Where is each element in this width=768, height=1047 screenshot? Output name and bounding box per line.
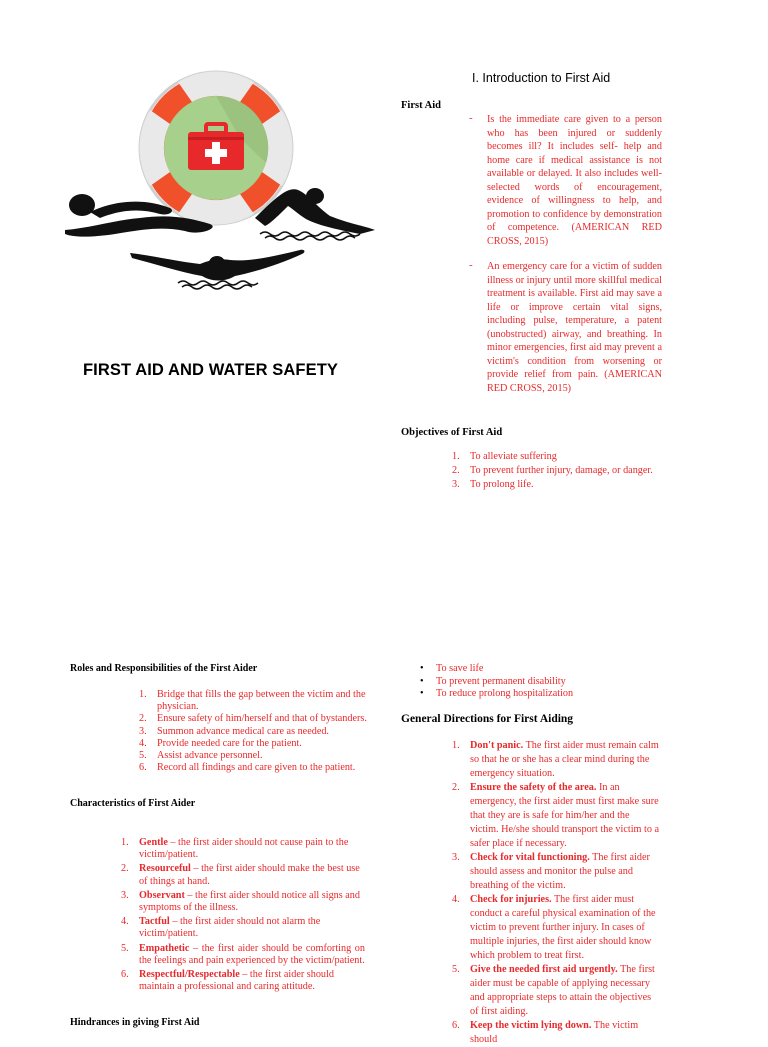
definition-paragraph: An emergency care for a victim of sudden illness or injury until more skillful medical treatment is available. First aid may save a life or improve certain vital signs, including pulse, temperature, a patent (unobstructed) airway, and breathing. In minor emergencies, first aid may prevent a victim's condition from worsening or provide relief from pain. (AMERICAN RED CROSS, 2015) xyxy=(487,261,662,394)
general-directions-label: General Directions for First Aiding xyxy=(401,713,574,725)
section-heading-introduction: I. Introduction to First Aid xyxy=(472,71,611,85)
list-item: 3. Check for vital functioning. The first aider should assess and monitor the pulse and breathing of the victim. xyxy=(452,852,650,891)
list-item: 1. Don't panic. The first aider must remain calm so that he or she has a clear mind during the emergency situation. xyxy=(452,740,659,779)
list-item: 5. Empathetic – the first aider should be comforting on the feelings and pain experienced by the victim/patient. xyxy=(121,942,365,966)
purpose-bullet-list xyxy=(420,663,640,701)
list-item: 6. Record all findings and care given to the patient. xyxy=(139,762,356,774)
list-item: • To reduce prolong hospitalization xyxy=(420,688,574,699)
dash-bullet: - xyxy=(469,112,473,124)
list-item: 4. Provide needed care for the patient. xyxy=(139,737,302,749)
document-title: FIRST AID AND WATER SAFETY xyxy=(83,361,338,379)
hindrances-label: Hindrances in giving First Aid xyxy=(70,1017,200,1028)
roles-label: Roles and Responsibilities of the First Aider xyxy=(70,663,258,674)
list-item: 1. Gentle – the first aider should not cause pain to the victim/patient. xyxy=(121,837,349,861)
list-item: 4. Check for injuries. The first aider must conduct a careful physical examination of the victim to prevent further injury. In cases of multiple injuries, the first aider should know which problem to treat first. xyxy=(452,894,656,961)
list-item: 3. To prolong life. xyxy=(452,479,534,491)
list-item: • To prevent permanent disability xyxy=(420,675,566,687)
list-item: 2. Resourceful – the first aider should make the best use of things at hand. xyxy=(121,863,360,887)
list-item: 3. Summon advance medical care as needed. xyxy=(139,725,329,737)
first-aid-label: First Aid xyxy=(401,100,441,111)
characteristics-list xyxy=(121,837,365,995)
list-item: 4. Tactful – the first aider should not alarm the victim/patient. xyxy=(121,916,321,940)
list-item: 5. Give the needed first aid urgently. The first aider must be capable of applying necessary and appropriate steps to attain the objectives of first aiding. xyxy=(452,964,655,1017)
list-item: 2. Ensure safety of him/herself and that of bystanders. xyxy=(139,713,367,725)
list-item: 1. To alleviate suffering xyxy=(452,451,557,462)
dash-bullet: - xyxy=(469,259,473,271)
definition-paragraph: Is the immediate care given to a person who has been injured or suddenly becomes ill? It includes self- help and home care if medical assistance is not available or delayed. It also includes well-selected words of encouragement, evidence of willingness to help, and promotion to confidence by demonstration of competence. (AMERICAN RED CROSS, 2015) xyxy=(487,114,662,247)
list-item: 2. To prevent further injury, damage, or danger. xyxy=(452,465,653,477)
characteristics-label: Characteristics of First Aider xyxy=(70,798,196,809)
list-item: 3. Observant – the first aider should notice all signs and symptoms of the illness. xyxy=(121,889,360,914)
objectives-list xyxy=(452,451,672,492)
first-aid-water-safety-logo xyxy=(60,68,385,298)
list-item: 6. Keep the victim lying down. The victim should xyxy=(452,1020,639,1045)
list-item: • To save life xyxy=(420,663,484,674)
roles-list xyxy=(139,689,367,774)
list-item: 5. Assist advance personnel. xyxy=(139,750,263,762)
list-item: 2. Ensure the safety of the area. In an emergency, the first aider must first make sure that they are is safe for him/her and the victim. He/she should transport the victim to a safer place if necessary. xyxy=(452,782,660,849)
list-item: 6. Respectful/Respectable – the first aider should maintain a professional and caring attitude. xyxy=(121,969,334,993)
general-directions-list xyxy=(452,739,660,1047)
objectives-label: Objectives of First Aid xyxy=(401,427,503,438)
list-item: 1. Bridge that fills the gap between the victim and the physician. xyxy=(139,689,366,713)
